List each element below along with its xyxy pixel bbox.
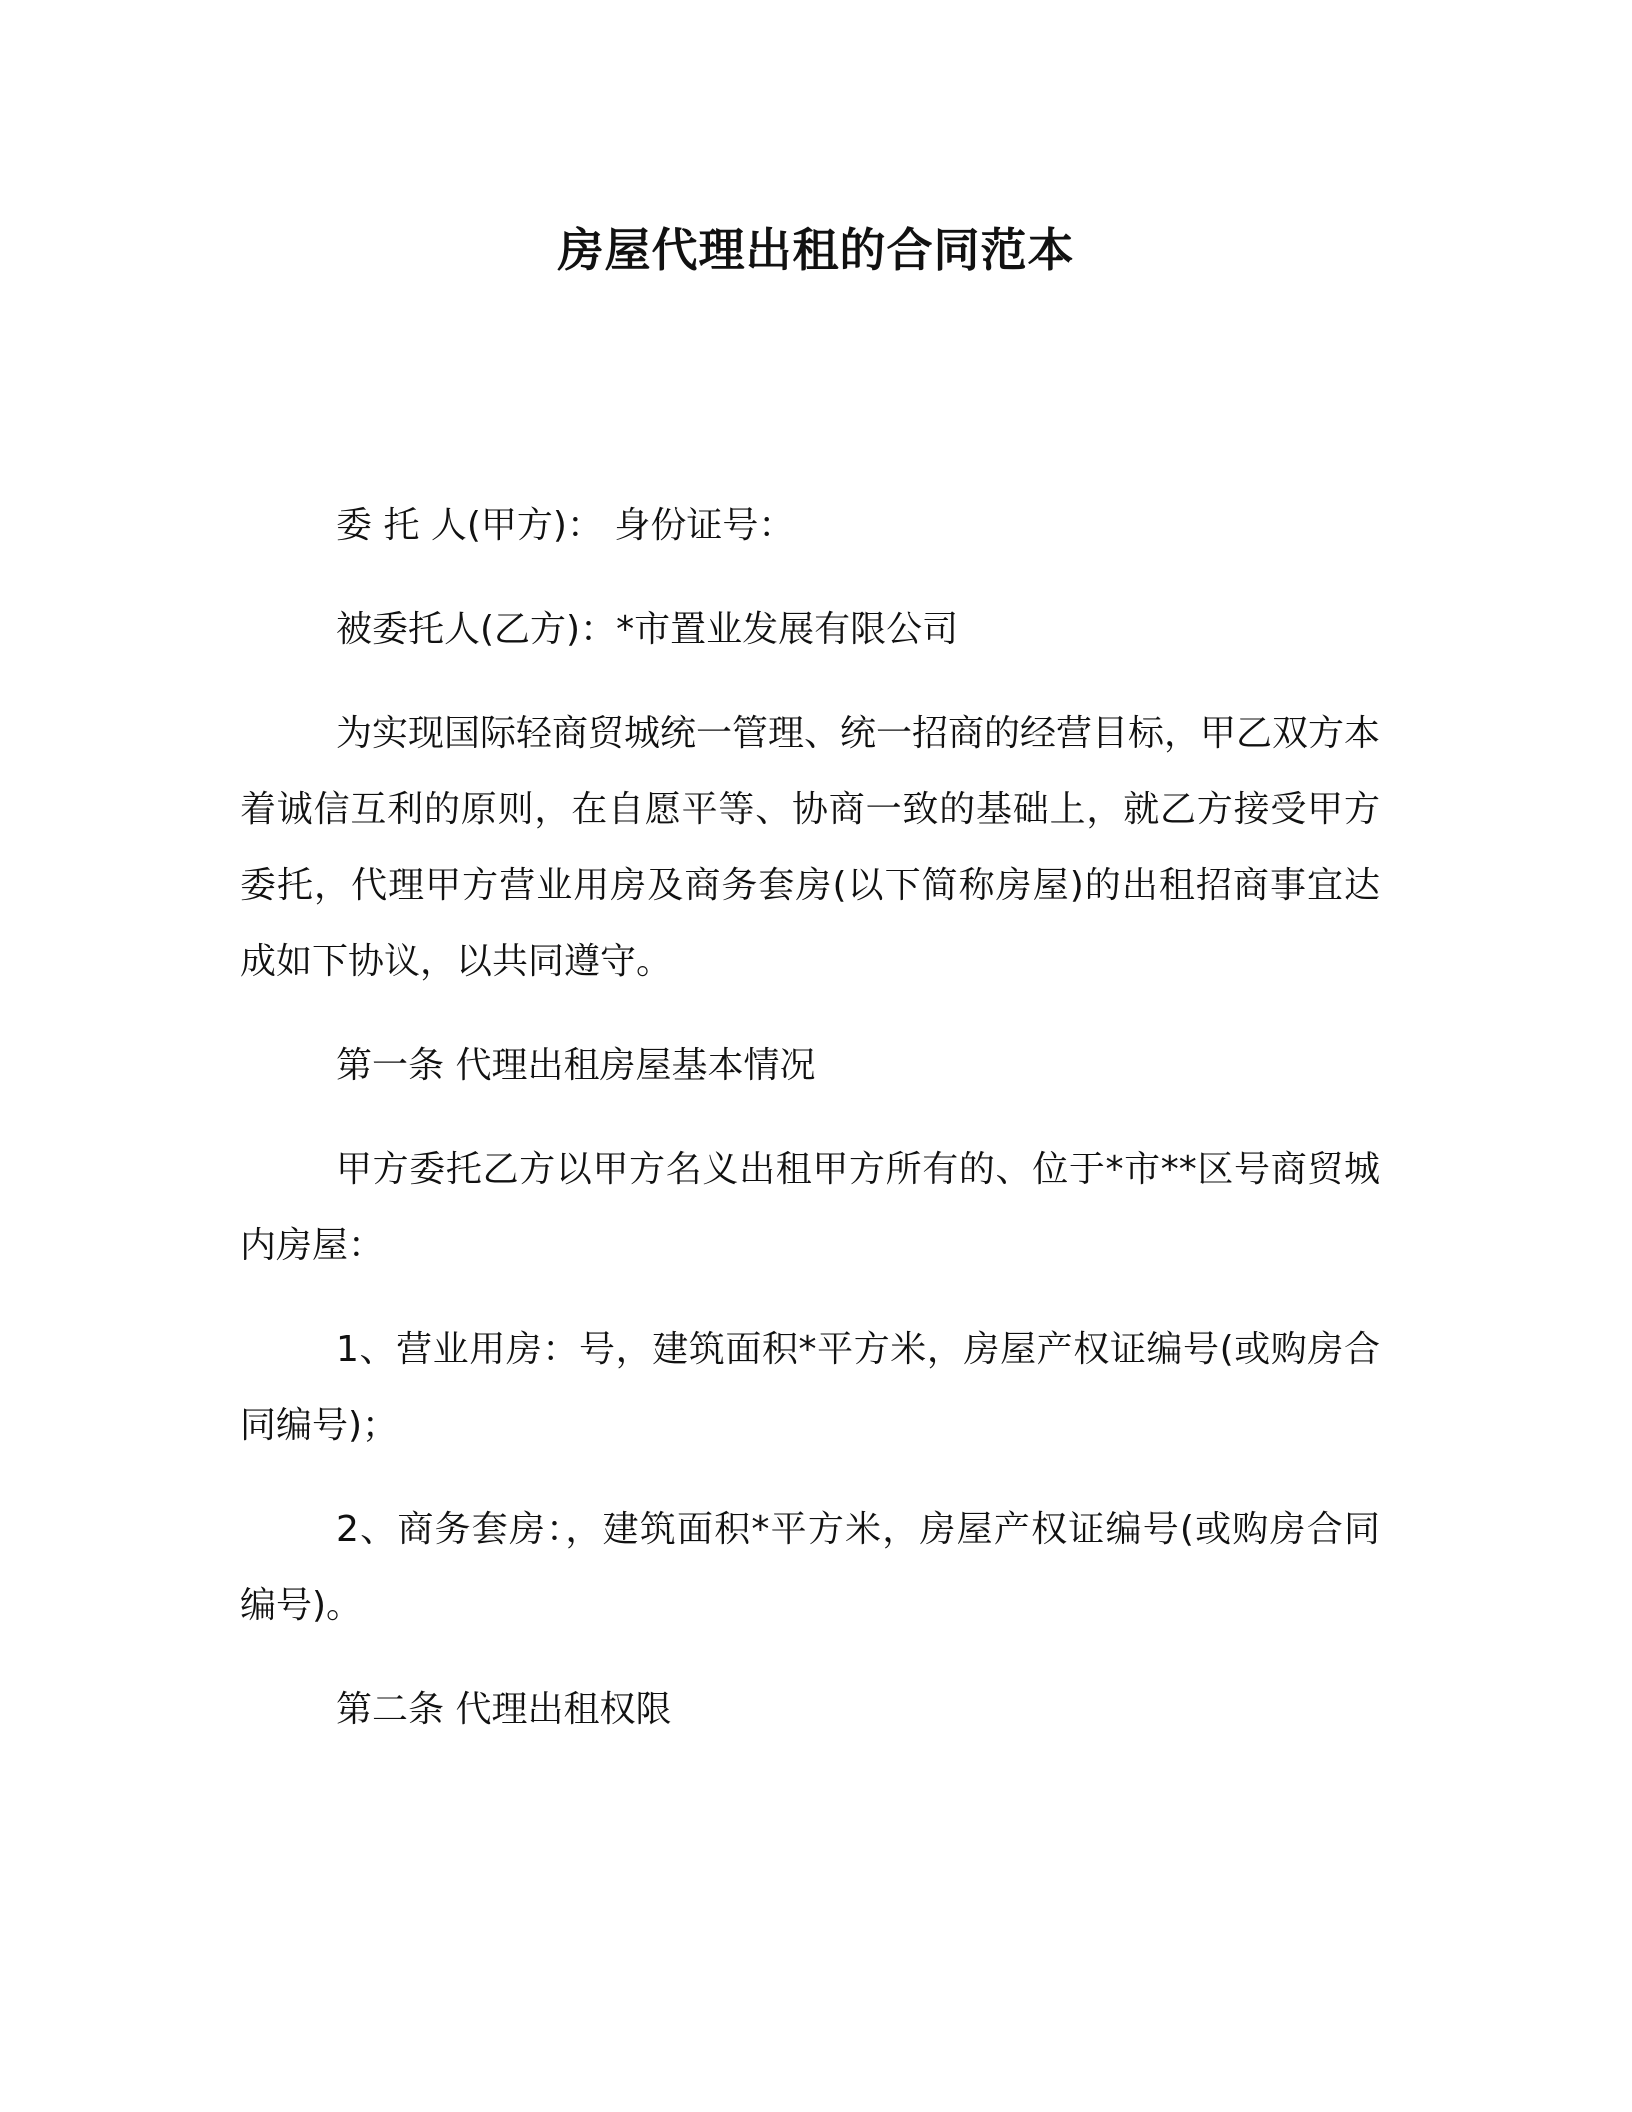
- agent-party-line: 被委托人(乙方)：*市置业发展有限公司: [336, 609, 959, 650]
- article-1-intro: 甲方委托乙方以甲方名义出租甲方所有的、位于*市**区号商贸城内房屋：: [240, 1149, 1380, 1266]
- article-2-heading: 第二条 代理出租权限: [336, 1689, 672, 1730]
- document-body: [240, 488, 1380, 1776]
- document-title: 房屋代理出租的合同范本: [557, 223, 1075, 277]
- article-1-item-1: 1、营业用房：号，建筑面积*平方米，房屋产权证编号(或购房合同编号)；: [240, 1329, 1380, 1446]
- client-party-line: 委 托 人(甲方)： 身份证号：: [336, 505, 795, 546]
- preamble-paragraph: 为实现国际轻商贸城统一管理、统一招商的经营目标，甲乙双方本着诚信互利的原则，在自愿平等、协商一致的基础上，就乙方接受甲方委托，代理甲方营业用房及商务套房(以下简称房屋)的出租招商事宜达成如下协议，以共同遵守。: [240, 713, 1381, 982]
- article-1-heading: 第一条 代理出租房屋基本情况: [336, 1045, 816, 1086]
- article-1-item-2: 2、商务套房：，建筑面积*平方米，房屋产权证编号(或购房合同编号)。: [240, 1509, 1380, 1626]
